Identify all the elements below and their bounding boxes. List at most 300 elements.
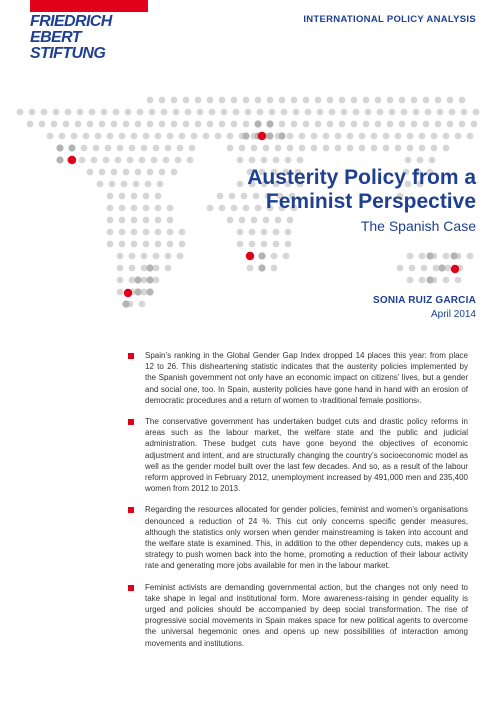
map-dot [271,265,278,272]
map-dot [339,121,346,128]
map-dot [266,120,273,127]
map-dot [275,145,282,152]
map-dot [173,109,180,116]
map-dot [283,253,290,260]
map-dot [353,109,360,116]
map-dot [359,145,366,152]
map-dot [101,109,108,116]
map-dot [311,133,318,140]
map-dot [413,109,420,116]
map-dot [431,145,438,152]
map-dot [249,157,256,164]
map-dot [119,217,126,224]
map-dot [395,145,402,152]
map-dot [445,265,452,272]
map-dot [455,277,462,284]
map-dot [107,229,114,236]
map-dot [335,145,342,152]
map-dot [387,121,394,128]
map-dot [419,145,426,152]
map-dot [179,133,186,140]
map-dot [87,121,94,128]
map-dot [438,264,445,271]
logo-line-2: EBERT [30,29,81,46]
map-dot [155,241,162,248]
map-dot [187,157,194,164]
map-dot [254,120,261,127]
map-dot [383,145,390,152]
map-dot [419,277,426,284]
map-dot [266,132,273,139]
map-dot [123,169,130,176]
map-dot [93,145,100,152]
map-dot [56,156,63,163]
map-dot [139,157,146,164]
map-dot [63,121,70,128]
map-dot [83,133,90,140]
map-dot [107,193,114,200]
map-dot [291,121,298,128]
map-dot [109,181,116,188]
map-dot [287,145,294,152]
map-dot [411,121,418,128]
map-dot [423,121,430,128]
map-dot [397,265,404,272]
map-dot [371,145,378,152]
map-dot [117,145,124,152]
bullet-item [128,582,468,649]
map-dot [99,121,106,128]
bullet-text: Regarding the resources allocated for gender policies, feminist and women’s organisations denounced a reduction of 24 %. This cut only concerns specific gender measures, although the statistics only worsen when gender mainstreaming is taken into account and the welfare state is examined. This, in addition to the other dependency cuts, makes up a strategy to push women back into the home, promoting a reduction of their labour activity rate and generating more jobs available for men in the labour market. [145,505,468,571]
map-dot [267,97,274,104]
map-dot [165,253,172,260]
map-dot [171,97,178,104]
bullet-square-icon [128,419,134,425]
map-dot [258,252,265,259]
map-dot [399,121,406,128]
map-dot [68,156,76,164]
map-dot [129,265,136,272]
map-dot [407,253,414,260]
map-dot [195,97,202,104]
map-dot [27,121,34,128]
map-dot [155,229,162,236]
map-dot [389,109,396,116]
map-dot [242,132,249,139]
map-dot [395,133,402,140]
map-dot [99,169,106,176]
map-dot [375,97,382,104]
map-dot [117,289,124,296]
map-dot [245,109,252,116]
map-dot [261,157,268,164]
map-dot [185,109,192,116]
map-dot [407,277,414,284]
map-dot [153,265,160,272]
map-dot [135,121,142,128]
map-dot [141,265,148,272]
map-dot [293,109,300,116]
map-dot [347,133,354,140]
map-dot [131,205,138,212]
map-dot [167,229,174,236]
map-dot [143,241,150,248]
map-dot [147,121,154,128]
map-dot [347,145,354,152]
map-dot [429,157,436,164]
map-dot [371,133,378,140]
map-dot [258,132,266,140]
map-dot [263,145,270,152]
map-dot [51,121,58,128]
map-dot [219,121,226,128]
map-dot [39,121,46,128]
map-dot [141,277,148,284]
map-dot [65,109,72,116]
map-dot [113,109,120,116]
map-dot [351,97,358,104]
map-dot [107,241,114,248]
map-dot [59,133,66,140]
bullet-square-icon [128,507,134,513]
fes-logo [30,0,148,62]
map-dot [119,133,126,140]
map-dot [207,121,214,128]
map-dot [143,205,150,212]
map-dot [143,229,150,236]
map-dot [227,133,234,140]
map-dot [411,97,418,104]
map-dot [115,157,122,164]
map-dot [215,133,222,140]
map-dot [387,97,394,104]
map-dot [291,97,298,104]
map-dot [105,145,112,152]
map-dot [163,157,170,164]
map-dot [257,109,264,116]
map-dot [407,133,414,140]
map-dot [141,289,148,296]
map-dot [237,157,244,164]
map-dot [131,241,138,248]
bullet-text: Feminist activists are demanding governmental action, but the changes not only need to take shape in legal and institutional form. More awareness-raising in gender equality is urged and policies should be accompanied by deep social transformation. The rise of progressive social movements in Spain makes space for new political agents to overcome the universal hegemonic ones and opens up new possibilities of interaction among movements and institutions. [145,582,468,648]
map-dot [239,145,246,152]
map-dot [143,193,150,200]
map-dot [431,133,438,140]
document-title [156,166,476,214]
map-dot [191,133,198,140]
map-dot [165,265,172,272]
title-line-1: Austerity Policy from a [247,166,476,189]
map-dot [327,97,334,104]
map-dot [421,265,428,272]
map-dot [177,145,184,152]
map-dot [125,109,132,116]
map-dot [122,300,129,307]
map-dot [155,217,162,224]
series-label: INTERNATIONAL POLICY ANALYSIS [303,14,476,25]
map-dot [179,241,186,248]
map-dot [243,97,250,104]
bullet-text: Spain’s ranking in the Global Gender Gap Index dropped 14 places this year: from place 12 to 26. This disheartening statistic indicates that the austerity policies implemented by the Spanish government not only have an economic impact on citizens’ lives, but a gender and social one, too. In Spain, austerity policies have gone hand in hand with an erosion of democratic procedures and a return of women to ›traditional female positions‹. [145,351,468,405]
map-dot [141,253,148,260]
map-dot [68,144,75,151]
map-dot [323,133,330,140]
map-dot [281,109,288,116]
map-dot [171,121,178,128]
map-dot [89,109,96,116]
map-dot [433,265,440,272]
map-dot [141,145,148,152]
map-dot [315,121,322,128]
map-dot [423,97,430,104]
map-dot [233,109,240,116]
map-dot [447,121,454,128]
map-dot [75,121,82,128]
map-dot [311,145,318,152]
map-dot [401,109,408,116]
map-dot [103,157,110,164]
map-dot [134,288,141,295]
map-dot [243,121,250,128]
map-dot [129,145,136,152]
map-dot [443,145,450,152]
bullet-text: The conservative government has undertaken budget cuts and drastic policy reforms in areas such as the labour market, the welfare state and the public and judicial administration. These budget cuts have gone beyond the objectives of economic adjustment and intent, and are structurally changing the country’s socioeconomic model as well as the gender model built over the last few decades. And so, as a result of the labour reform approved in February 2012, unemployment increased by 491,000 men and 235,400 women from 2012 to 2013. [145,417,468,494]
map-dot [135,169,142,176]
map-dot [175,157,182,164]
map-dot [435,121,442,128]
map-dot [405,157,412,164]
title-line-2: Feminist Perspective [265,190,476,213]
map-dot [419,133,426,140]
map-dot [119,241,126,248]
map-dot [271,253,278,260]
map-dot [258,264,265,271]
map-dot [117,277,124,284]
map-dot [167,133,174,140]
map-dot [249,241,256,248]
map-dot [117,265,124,272]
map-dot [363,121,370,128]
map-dot [107,133,114,140]
map-dot [145,181,152,188]
map-dot [327,121,334,128]
map-dot [227,145,234,152]
map-dot [153,145,160,152]
map-dot [165,145,172,152]
map-dot [131,217,138,224]
map-dot [56,144,63,151]
map-dot [29,109,36,116]
map-dot [351,121,358,128]
map-dot [443,133,450,140]
map-dot [335,133,342,140]
map-dot [91,157,98,164]
map-dot [133,181,140,188]
map-dot [41,109,48,116]
map-dot [323,145,330,152]
map-dot [79,157,86,164]
map-dot [459,121,466,128]
map-dot [146,264,153,271]
map-dot [426,252,433,259]
map-dot [363,97,370,104]
map-dot [143,133,150,140]
map-dot [159,97,166,104]
map-dot [383,133,390,140]
map-dot [285,241,292,248]
map-dot [131,229,138,236]
map-dot [409,265,416,272]
map-dot [377,109,384,116]
map-dot [81,145,88,152]
map-dot [305,109,312,116]
map-dot [297,157,304,164]
map-dot [237,241,244,248]
document-subtitle: The Spanish Case [360,218,476,234]
map-dot [131,193,138,200]
map-dot [221,109,228,116]
map-dot [273,157,280,164]
map-dot [407,145,414,152]
map-dot [183,97,190,104]
map-dot [375,121,382,128]
bullet-item [128,416,468,494]
map-dot [167,217,174,224]
map-dot [134,276,141,283]
map-dot [273,241,280,248]
map-dot [47,133,54,140]
map-dot [399,97,406,104]
map-dot [53,109,60,116]
map-dot [269,109,276,116]
map-dot [341,109,348,116]
map-dot [107,205,114,212]
map-dot [207,97,214,104]
map-dot [461,109,468,116]
map-dot [17,109,24,116]
publication-date: April 2014 [430,309,476,320]
map-dot [155,133,162,140]
map-dot [143,217,150,224]
map-dot [124,289,132,297]
map-dot [231,121,238,128]
map-dot [219,97,226,104]
map-dot [119,229,126,236]
map-dot [443,277,450,284]
map-dot [251,145,258,152]
map-dot [147,169,154,176]
map-dot [329,109,336,116]
map-dot [246,252,254,260]
map-dot [146,288,153,295]
map-dot [119,205,126,212]
map-dot [279,121,286,128]
map-dot [203,133,210,140]
map-dot [71,133,78,140]
map-dot [195,121,202,128]
map-dot [167,241,174,248]
map-dot [153,253,160,260]
map-dot [455,133,462,140]
map-dot [473,109,480,116]
map-dot [287,133,294,140]
logo-red-bar [30,0,148,12]
map-dot [129,277,136,284]
map-dot [315,97,322,104]
map-dot [151,157,158,164]
map-dot [437,109,444,116]
bullet-item [128,350,468,406]
map-dot [117,253,124,260]
map-dot [131,133,138,140]
map-dot [197,109,204,116]
map-dot [127,157,134,164]
map-dot [279,97,286,104]
map-dot [146,276,153,283]
map-dot [247,265,254,272]
author-name: SONIA RUIZ GARCIA [372,295,476,306]
map-dot [119,193,126,200]
map-dot [417,157,424,164]
map-dot [161,109,168,116]
bullet-item [128,504,468,571]
map-dot [129,253,136,260]
map-dot [149,109,156,116]
bullet-square-icon [128,353,134,359]
map-dot [139,301,146,308]
map-dot [339,97,346,104]
map-dot [467,253,474,260]
map-dot [450,252,457,259]
map-dot [471,121,478,128]
map-dot [77,109,84,116]
map-dot [443,253,450,260]
map-dot [255,97,262,104]
map-dot [123,121,130,128]
map-dot [111,121,118,128]
map-dot [299,133,306,140]
map-dot [425,109,432,116]
map-dot [111,169,118,176]
map-dot [317,109,324,116]
map-dot [449,109,456,116]
map-dot [426,276,433,283]
map-dot [435,97,442,104]
map-dot [121,181,128,188]
map-dot [285,157,292,164]
map-dot [95,133,102,140]
map-dot [231,97,238,104]
map-dot [97,181,104,188]
map-dot [159,121,166,128]
summary-bullets [128,350,468,659]
map-dot [447,97,454,104]
map-dot [278,132,285,139]
map-dot [183,121,190,128]
map-dot [359,133,366,140]
map-dot [153,277,160,284]
logo-line-3: STIFTUNG [30,45,106,62]
map-dot [303,121,310,128]
map-dot [137,109,144,116]
map-dot [419,253,426,260]
map-dot [107,217,114,224]
map-dot [451,265,459,273]
map-dot [459,97,466,104]
map-dot [365,109,372,116]
logo-line-1: FRIEDRICH [30,13,112,30]
